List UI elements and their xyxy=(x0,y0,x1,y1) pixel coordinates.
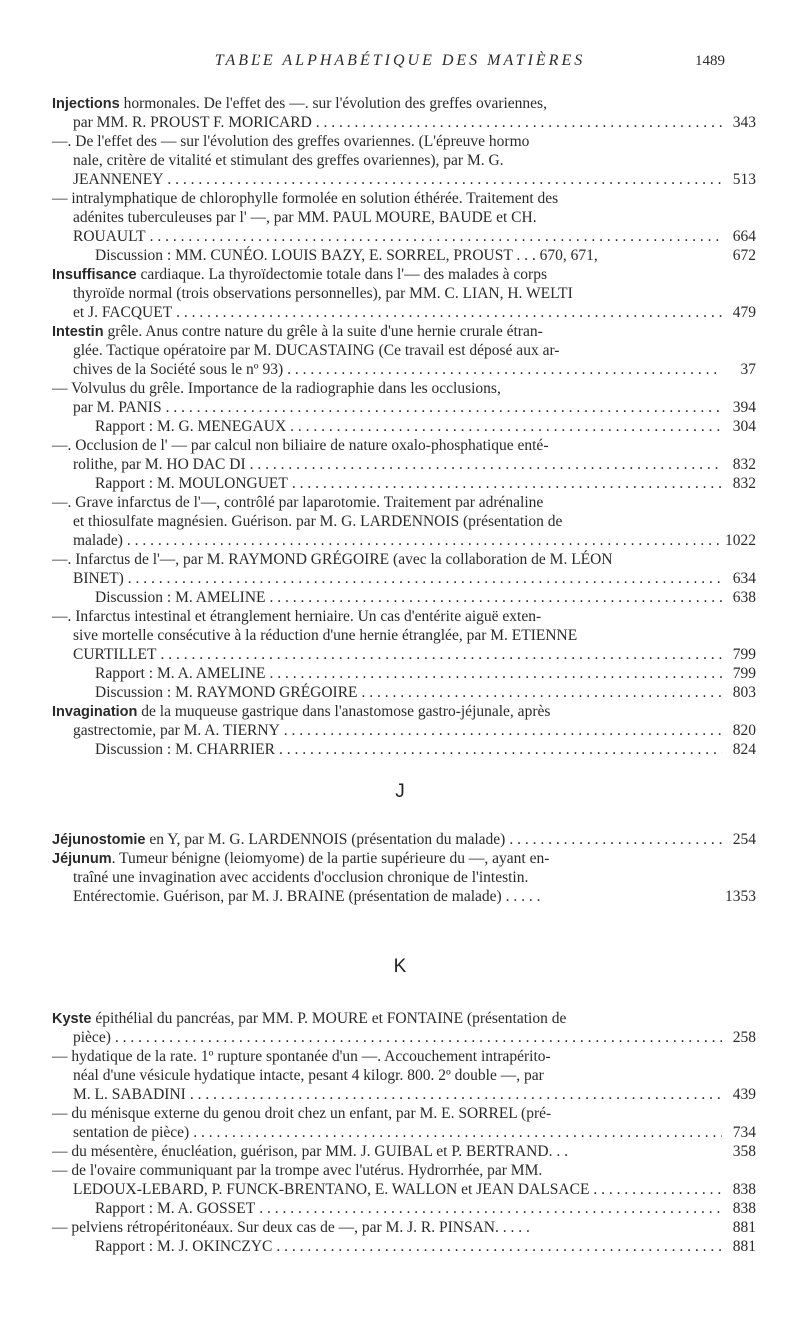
index-line-text xyxy=(73,152,504,169)
index-line-text xyxy=(73,1123,189,1142)
index-line xyxy=(52,1142,756,1161)
index-entry-text: rolithe, par M. HO DAC DI xyxy=(73,456,246,473)
index-line xyxy=(52,417,756,436)
index-line xyxy=(52,1066,756,1085)
index-entry-text: et thiosulfate magnésien. Guérison. par M. G. LARDENNOIS (présentation de xyxy=(73,513,563,530)
index-entry-text: Entérectomie. Guérison, par M. J. BRAINE (présentation de malade) . . . . . xyxy=(73,888,541,905)
index-line-text xyxy=(52,830,505,850)
section-letter-k: K xyxy=(393,956,407,977)
index-line xyxy=(52,455,756,474)
page-reference: 254 xyxy=(732,831,756,848)
index-line xyxy=(52,265,756,284)
dot-leader xyxy=(276,1237,722,1256)
index-line-text xyxy=(73,113,312,132)
index-line xyxy=(52,322,756,341)
index-entry-text: traîné une invagination avec accidents d'occlusion chronique de l'intestin. xyxy=(73,869,529,886)
index-entry-text: malade) xyxy=(73,532,123,549)
index-section-k xyxy=(52,1009,756,1256)
index-entry-text: Rapport : M. G. MENEGAUX xyxy=(95,418,287,435)
index-entry-text: —. Infarctus de l'—, par M. RAYMOND GRÉGOIRE (avec la collaboration de M. LÉON xyxy=(52,551,613,568)
index-entry-text: — hydatique de la rate. 1º rupture spontanée d'un —. Accouchement intrapérito- xyxy=(52,1048,551,1065)
index-line xyxy=(52,849,756,868)
index-entry-text: adénites tuberculeuses par l' —, par MM. PAUL MOURE, BAUDE et CH. xyxy=(73,209,537,226)
index-line-text xyxy=(73,1180,589,1199)
index-line-text xyxy=(73,869,528,886)
index-entry-text: Rapport : M. A. AMELINE xyxy=(95,665,266,682)
index-line-text xyxy=(52,1010,566,1027)
index-line xyxy=(52,151,756,170)
index-line-text xyxy=(73,627,577,644)
page-reference: 343 xyxy=(732,114,756,131)
page-reference: 1022 xyxy=(725,532,756,549)
page-reference: 672 xyxy=(732,247,756,264)
index-line-text xyxy=(95,740,275,759)
index-line xyxy=(52,436,756,455)
page-reference: 358 xyxy=(732,1143,756,1160)
index-line xyxy=(52,531,756,550)
index-entry-text: en Y, par M. G. LARDENNOIS (présentation du malade) xyxy=(145,831,506,848)
index-line-text xyxy=(52,850,549,867)
index-line-text xyxy=(73,455,246,474)
index-line xyxy=(52,645,756,664)
index-entry-text: Discussion : M. CHARRIER xyxy=(95,741,275,758)
index-entry-text: glée. Tactique opératoire par M. DUCASTAING (Ce travail est déposé aux ar- xyxy=(73,342,560,359)
index-line xyxy=(52,868,756,887)
index-line xyxy=(52,303,756,322)
index-line-text xyxy=(52,190,558,207)
index-line xyxy=(52,683,756,702)
index-line xyxy=(52,702,756,721)
index-entry-text: ROUAULT xyxy=(73,228,146,245)
dot-leader xyxy=(292,474,722,493)
index-entry-text: nale, critère de vitalité et stimulant des greffes ovariennes), par M. G. xyxy=(73,152,504,169)
index-line-text xyxy=(52,133,529,150)
page-reference: 832 xyxy=(732,475,756,492)
index-entry-text: par MM. R. PROUST F. MORICARD xyxy=(73,114,312,131)
index-line xyxy=(52,341,756,360)
page-reference: 513 xyxy=(732,171,756,188)
page-reference: 824 xyxy=(732,741,756,758)
index-entry-text: pièce) xyxy=(73,1029,111,1046)
index-entry-text: —. Grave infarctus de l'—, contrôlé par laparotomie. Traitement par adrénaline xyxy=(52,494,544,511)
page-reference: 832 xyxy=(732,456,756,473)
index-headword: Jéjunostomie xyxy=(52,832,146,848)
index-line xyxy=(52,1123,756,1142)
index-line-text xyxy=(73,227,146,246)
index-entry-text: — pelviens rétropéritonéaux. Sur deux cas de —, par M. J. R. PINSAN. . . . . xyxy=(52,1219,530,1236)
page-reference: 439 xyxy=(732,1086,756,1103)
page-reference: 638 xyxy=(732,589,756,606)
index-line xyxy=(52,512,756,531)
index-line-text xyxy=(73,887,540,906)
index-headword: Insuffisance xyxy=(52,267,137,283)
dot-leader xyxy=(270,664,723,683)
index-section-j xyxy=(52,830,756,906)
index-entry-text: Discussion : M. RAYMOND GRÉGOIRE xyxy=(95,684,358,701)
index-line xyxy=(52,588,756,607)
index-entry-text: LEDOUX-LEBARD, P. FUNCK-BRENTANO, E. WALLON et JEAN DALSACE xyxy=(73,1181,590,1198)
page-reference: 258 xyxy=(732,1029,756,1046)
index-line-text xyxy=(95,417,286,436)
index-entry-text: Discussion : MM. CUNÉO. LOUIS BAZY, E. SORREL, PROUST . . . 670, 671, xyxy=(95,247,598,264)
index-line xyxy=(52,1028,756,1047)
index-line-text xyxy=(73,569,124,588)
index-line xyxy=(52,1047,756,1066)
index-line-text xyxy=(52,1162,542,1179)
index-entry-text: — Volvulus du grêle. Importance de la radiographie dans les occlusions, xyxy=(52,380,501,397)
index-line xyxy=(52,721,756,740)
index-entry-text: cardiaque. La thyroïdectomie totale dans l'— des malades à corps xyxy=(136,266,547,283)
index-line-text xyxy=(73,342,559,359)
index-entry-text: . Tumeur bénigne (leiomyome) de la partie supérieure du —, ayant en- xyxy=(111,850,550,867)
page-reference: 1353 xyxy=(725,888,756,905)
page-reference: 664 xyxy=(732,228,756,245)
dot-leader xyxy=(190,1085,722,1104)
page-reference: 881 xyxy=(732,1219,756,1236)
index-line-text xyxy=(52,608,541,625)
index-line-text xyxy=(52,1218,530,1237)
index-entry-text: BINET) xyxy=(73,570,124,587)
dot-leader xyxy=(287,360,722,379)
index-line xyxy=(52,1237,756,1256)
index-line xyxy=(52,664,756,683)
index-entry-text: M. L. SABADINI xyxy=(73,1086,186,1103)
index-entry-text: —. Occlusion de l' — par calcul non biliaire de nature oxalo-phosphatique enté- xyxy=(52,437,549,454)
page-reference: 394 xyxy=(732,399,756,416)
index-entry-text: hormonales. De l'effet des —. sur l'évolution des greffes ovariennes, xyxy=(119,95,547,112)
index-entry-text: Rapport : M. A. GOSSET xyxy=(95,1200,256,1217)
index-entry-text: Rapport : M. J. OKINCZYC xyxy=(95,1238,273,1255)
index-entry-text: —. De l'effet des — sur l'évolution des greffes ovariennes. (L'épreuve hormo xyxy=(52,133,530,150)
index-line-text xyxy=(73,1028,111,1047)
index-line-text xyxy=(73,721,280,740)
index-section-i xyxy=(52,94,756,759)
dot-leader xyxy=(290,417,722,436)
index-line xyxy=(52,360,756,379)
index-line xyxy=(52,284,756,303)
index-line-text xyxy=(73,360,283,379)
index-line xyxy=(52,569,756,588)
index-line-text xyxy=(95,474,288,493)
index-line xyxy=(52,550,756,569)
index-entry-text: sentation de pièce) xyxy=(73,1124,190,1141)
index-line-text xyxy=(95,1237,272,1256)
index-line-text xyxy=(73,1085,186,1104)
index-line xyxy=(52,227,756,246)
index-line xyxy=(52,1104,756,1123)
index-line-text xyxy=(52,494,543,511)
index-entry-text: épithélial du pancréas, par MM. P. MOURE et FONTAINE (présentation de xyxy=(91,1010,567,1027)
page-reference: 304 xyxy=(732,418,756,435)
index-entry-text: chives de la Société sous le nº 93) xyxy=(73,361,284,378)
index-line-text xyxy=(95,588,266,607)
index-line-text xyxy=(52,551,613,568)
index-headword: Invagination xyxy=(52,704,138,720)
dot-leader xyxy=(270,588,723,607)
index-line-text xyxy=(73,170,163,189)
index-line-text xyxy=(52,1048,551,1065)
index-entry-text: — du ménisque externe du genou droit chez un enfant, par M. E. SORREL (pré- xyxy=(52,1105,552,1122)
index-headword: Intestin xyxy=(52,324,104,340)
section-letter-j: J xyxy=(395,781,405,802)
index-line-text xyxy=(73,209,537,226)
page-reference: 479 xyxy=(732,304,756,321)
index-headword: Jéjunum xyxy=(52,851,112,867)
index-line xyxy=(52,1180,756,1199)
dot-leader xyxy=(259,1199,722,1218)
index-entry-text: par M. PANIS xyxy=(73,399,162,416)
index-line xyxy=(52,887,756,906)
index-line xyxy=(52,170,756,189)
dot-leader xyxy=(128,569,722,588)
index-line-text xyxy=(95,683,358,702)
index-line xyxy=(52,1009,756,1028)
index-entry-text: sive mortelle consécutive à la réduction d'une hernie étranglée, par M. ETIENNE xyxy=(73,627,578,644)
index-line xyxy=(52,94,756,113)
page-reference: 838 xyxy=(732,1200,756,1217)
dot-leader xyxy=(593,1180,722,1199)
dot-leader xyxy=(279,740,722,759)
page-reference: 820 xyxy=(732,722,756,739)
page-reference: 799 xyxy=(732,646,756,663)
index-entry-text: JEANNENEY xyxy=(73,171,164,188)
index-entry-text: — intralymphatique de chlorophylle formolée en solution éthérée. Traitement des xyxy=(52,190,559,207)
index-line-text xyxy=(95,664,266,683)
page-reference: 634 xyxy=(732,570,756,587)
page-reference: 838 xyxy=(732,1181,756,1198)
dot-leader xyxy=(150,227,722,246)
index-line xyxy=(52,1199,756,1218)
dot-leader xyxy=(193,1123,722,1142)
index-line xyxy=(52,740,756,759)
dot-leader xyxy=(115,1028,722,1047)
index-line-text xyxy=(52,1142,568,1161)
index-entry-text: — du mésentère, énucléation, guérison, par MM. J. GUIBAL et P. BERTRAND. . . xyxy=(52,1143,568,1160)
index-entry-text: gastrectomie, par M. A. TIERNY xyxy=(73,722,280,739)
index-line xyxy=(52,1085,756,1104)
index-entry-text: grêle. Anus contre nature du grêle à la suite d'une hernie crurale étran- xyxy=(103,323,543,340)
index-line-text xyxy=(73,398,162,417)
index-entry-text: CURTILLET xyxy=(73,646,157,663)
index-line-text xyxy=(73,303,172,322)
index-line xyxy=(52,379,756,398)
index-line-text xyxy=(52,95,547,112)
dot-leader xyxy=(127,531,719,550)
dot-leader xyxy=(362,683,722,702)
dot-leader xyxy=(284,721,722,740)
index-entry-text: —. Infarctus intestinal et étranglement herniaire. Un cas d'entérite aiguë exten- xyxy=(52,608,542,625)
dot-leader xyxy=(176,303,722,322)
index-line-text xyxy=(73,513,562,530)
index-entry-text: thyroïde normal (trois observations personnelles), par MM. C. LIAN, H. WELTI xyxy=(73,285,573,302)
index-line xyxy=(52,607,756,626)
dot-leader xyxy=(509,830,722,849)
index-line-text xyxy=(73,645,156,664)
running-header xyxy=(0,52,800,76)
index-line xyxy=(52,132,756,151)
page-reference: 881 xyxy=(732,1238,756,1255)
index-headword: Injections xyxy=(52,96,120,112)
index-line xyxy=(52,1218,756,1237)
index-line xyxy=(52,626,756,645)
index-line-text xyxy=(73,531,123,550)
page-reference: 803 xyxy=(732,684,756,701)
dot-leader xyxy=(166,398,722,417)
index-line-text xyxy=(52,703,550,720)
index-entry-text: Rapport : M. MOULONGUET xyxy=(95,475,288,492)
index-entry-text: Discussion : M. AMELINE xyxy=(95,589,266,606)
index-line xyxy=(52,398,756,417)
page-reference: 799 xyxy=(732,665,756,682)
page-reference: 37 xyxy=(740,361,756,378)
index-line xyxy=(52,246,756,265)
index-entry-text: et J. FACQUET xyxy=(73,304,173,321)
dot-leader xyxy=(250,455,722,474)
dot-leader xyxy=(167,170,722,189)
index-line-text xyxy=(52,266,547,283)
index-line xyxy=(52,113,756,132)
index-line xyxy=(52,474,756,493)
index-line-text xyxy=(95,246,598,265)
index-entry-text: — de l'ovaire communiquant par la trompe avec l'utérus. Hydrorrhée, par MM. xyxy=(52,1162,543,1179)
index-line-text xyxy=(52,323,543,340)
index-line-text xyxy=(73,285,573,302)
index-line-text xyxy=(73,1067,544,1084)
running-title: TABĽE ALPHABÉTIQUE DES MATIÈRES xyxy=(214,52,586,69)
index-headword: Kyste xyxy=(52,1011,92,1027)
page-reference: 734 xyxy=(732,1124,756,1141)
page-number: 1489 xyxy=(695,53,725,69)
index-line-text xyxy=(95,1199,255,1218)
index-line-text xyxy=(52,380,501,397)
index-line xyxy=(52,189,756,208)
dot-leader xyxy=(160,645,722,664)
index-line xyxy=(52,1161,756,1180)
index-line xyxy=(52,830,756,849)
index-line-text xyxy=(52,1105,551,1122)
index-line xyxy=(52,493,756,512)
dot-leader xyxy=(316,113,722,132)
index-line-text xyxy=(52,437,548,454)
index-entry-text: néal d'une vésicule hydatique intacte, pesant 4 kilogr. 800. 2º double —, par xyxy=(73,1067,544,1084)
index-entry-text: de la muqueuse gastrique dans l'anastomose gastro-jéjunale, après xyxy=(137,703,551,720)
index-line xyxy=(52,208,756,227)
